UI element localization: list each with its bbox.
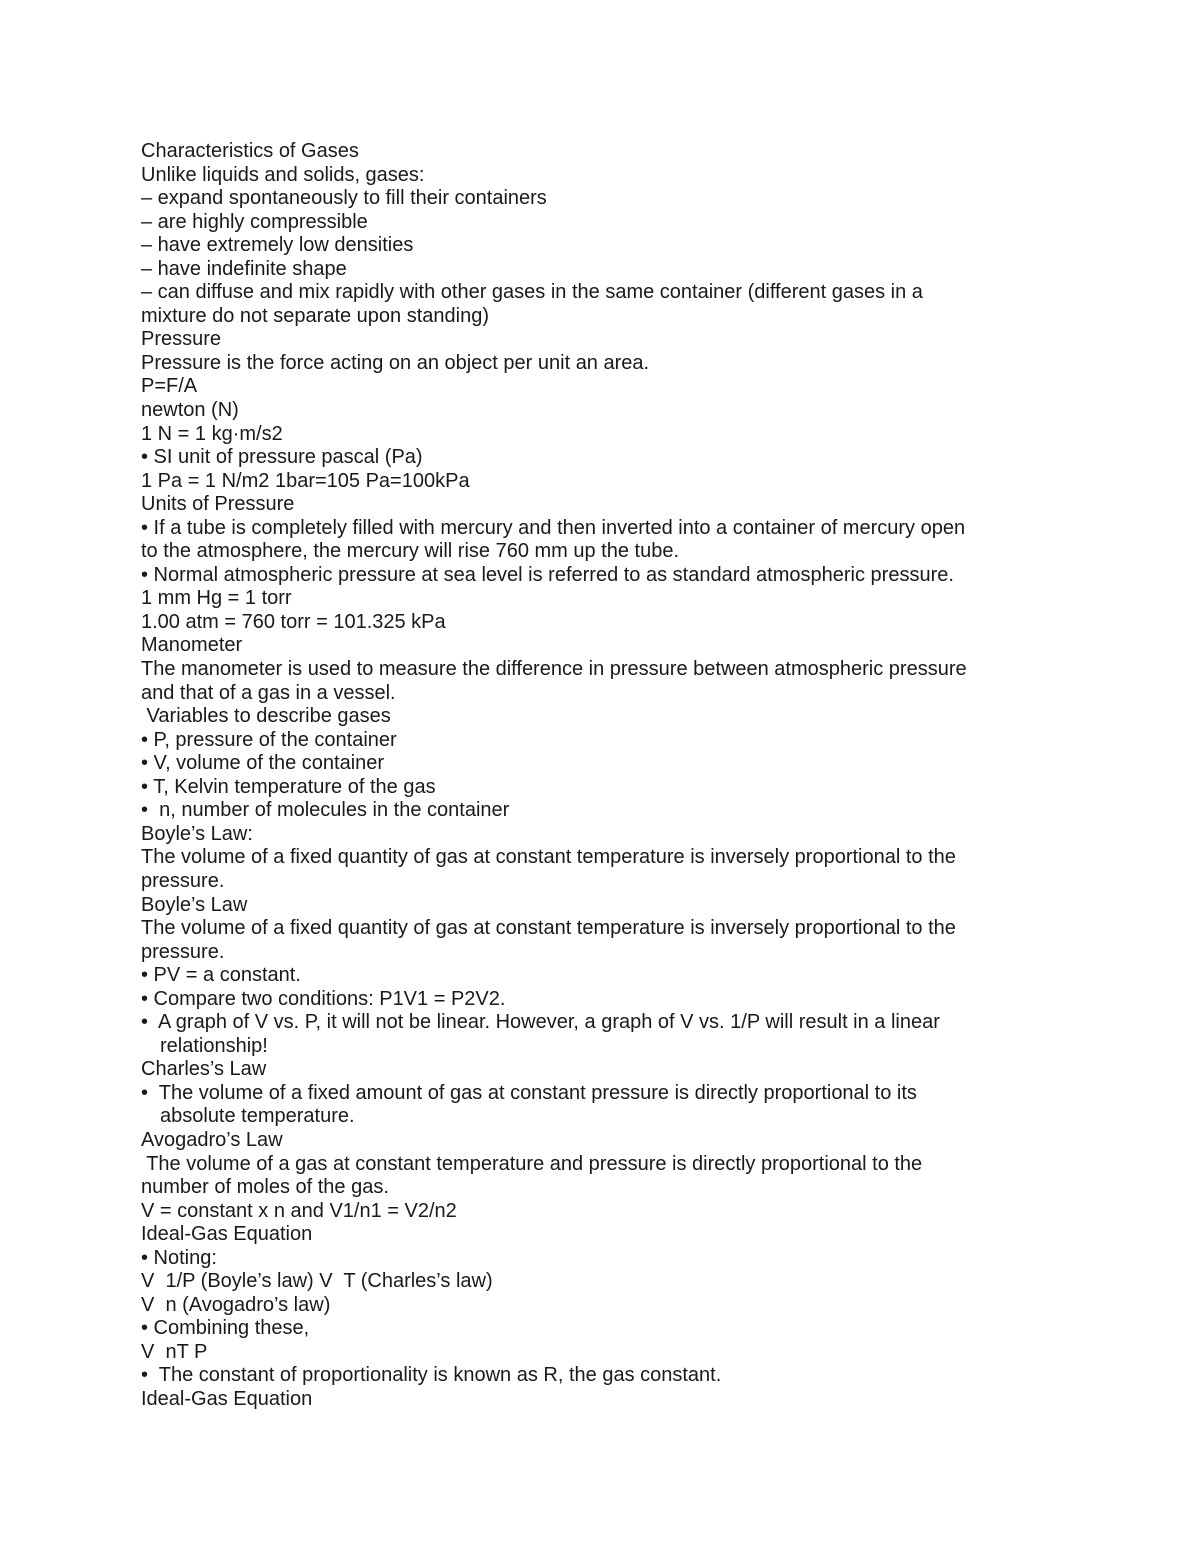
text-line: • V, volume of the container bbox=[141, 752, 385, 775]
text-line: Unlike liquids and solids, gases: bbox=[141, 163, 425, 186]
text-line: and that of a gas in a vessel. bbox=[141, 681, 396, 704]
text-line: • Noting: bbox=[141, 1246, 217, 1269]
text-line: The volume of a fixed quantity of gas at constant temperature is inversely proportional to the bbox=[141, 846, 956, 869]
text-line: to the atmosphere, the mercury will rise 760 mm up the tube. bbox=[141, 540, 680, 563]
text-line: number of moles of the gas. bbox=[141, 1176, 389, 1199]
text-line: • If a tube is completely filled with mercury and then inverted into a container of mercury open bbox=[141, 516, 966, 539]
text-line: pressure. bbox=[141, 869, 225, 892]
text-line: • n, number of molecules in the container bbox=[141, 799, 510, 822]
text-line: Boyle’s Law bbox=[141, 893, 248, 916]
text-line: 1 Pa = 1 N/m2 1bar=105 Pa=100kPa bbox=[141, 469, 470, 492]
text-line: Charles’s Law bbox=[141, 1058, 267, 1081]
text-line: – have extremely low densities bbox=[141, 234, 414, 257]
text-line: • Combining these, bbox=[141, 1317, 310, 1340]
text-line: 1 N = 1 kg·m/s2 bbox=[141, 422, 283, 445]
text-line: – can diffuse and mix rapidly with other gases in the same container (different gases in a bbox=[141, 281, 923, 304]
text-line: • P, pressure of the container bbox=[141, 728, 397, 751]
text-line: Manometer bbox=[141, 634, 243, 657]
text-line: • SI unit of pressure pascal (Pa) bbox=[141, 446, 423, 469]
text-line: V n (Avogadro’s law) bbox=[141, 1293, 331, 1316]
text-line: 1.00 atm = 760 torr = 101.325 kPa bbox=[141, 610, 446, 633]
text-line: The volume of a gas at constant temperature and pressure is directly proportional to the bbox=[141, 1152, 923, 1175]
text-line: – are highly compressible bbox=[141, 210, 368, 233]
text-line: • T, Kelvin temperature of the gas bbox=[141, 775, 436, 798]
text-line: Units of Pressure bbox=[141, 493, 295, 516]
text-line: P=F/A bbox=[141, 375, 198, 398]
text-line: 1 mm Hg = 1 torr bbox=[141, 587, 292, 610]
text-line: • PV = a constant. bbox=[141, 964, 301, 987]
text-line: mixture do not separate upon standing) bbox=[141, 304, 489, 327]
text-line: – have indefinite shape bbox=[141, 257, 347, 280]
text-line: The manometer is used to measure the difference in pressure between atmospheric pressure bbox=[141, 658, 967, 681]
text-line: • The volume of a fixed amount of gas at constant pressure is directly proportional to its bbox=[141, 1081, 917, 1104]
text-line: newton (N) bbox=[141, 399, 239, 422]
text-line: Ideal-Gas Equation bbox=[141, 1387, 313, 1410]
text-line: Pressure is the force acting on an object per unit an area. bbox=[141, 351, 650, 374]
text-line: • Normal atmospheric pressure at sea level is referred to as standard atmospheric pressure. bbox=[141, 563, 954, 586]
text-line: relationship! bbox=[160, 1034, 268, 1057]
text-line: V nT P bbox=[141, 1340, 208, 1363]
text-line: The volume of a fixed quantity of gas at constant temperature is inversely proportional to the bbox=[141, 917, 956, 940]
text-line: V 1/P (Boyle’s law) V T (Charles’s law) bbox=[141, 1270, 493, 1293]
text-line: • The constant of proportionality is known as R, the gas constant. bbox=[141, 1364, 722, 1387]
text-line: • Compare two conditions: P1V1 = P2V2. bbox=[141, 987, 506, 1010]
text-line: pressure. bbox=[141, 940, 225, 963]
text-line: • A graph of V vs. P, it will not be linear. However, a graph of V vs. 1/P will result in a linear bbox=[141, 1011, 940, 1034]
text-line: Pressure bbox=[141, 328, 222, 351]
text-line: Ideal-Gas Equation bbox=[141, 1223, 313, 1246]
text-line: Variables to describe gases bbox=[141, 705, 391, 728]
text-line: – expand spontaneously to fill their containers bbox=[141, 187, 547, 210]
text-line: absolute temperature. bbox=[160, 1105, 355, 1128]
text-line: Avogadro’s Law bbox=[141, 1128, 283, 1151]
text-line: V = constant x n and V1/n1 = V2/n2 bbox=[141, 1199, 457, 1222]
text-line: Boyle’s Law: bbox=[141, 822, 253, 845]
document-body bbox=[141, 140, 1061, 1412]
text-line: Characteristics of Gases bbox=[141, 140, 359, 162]
